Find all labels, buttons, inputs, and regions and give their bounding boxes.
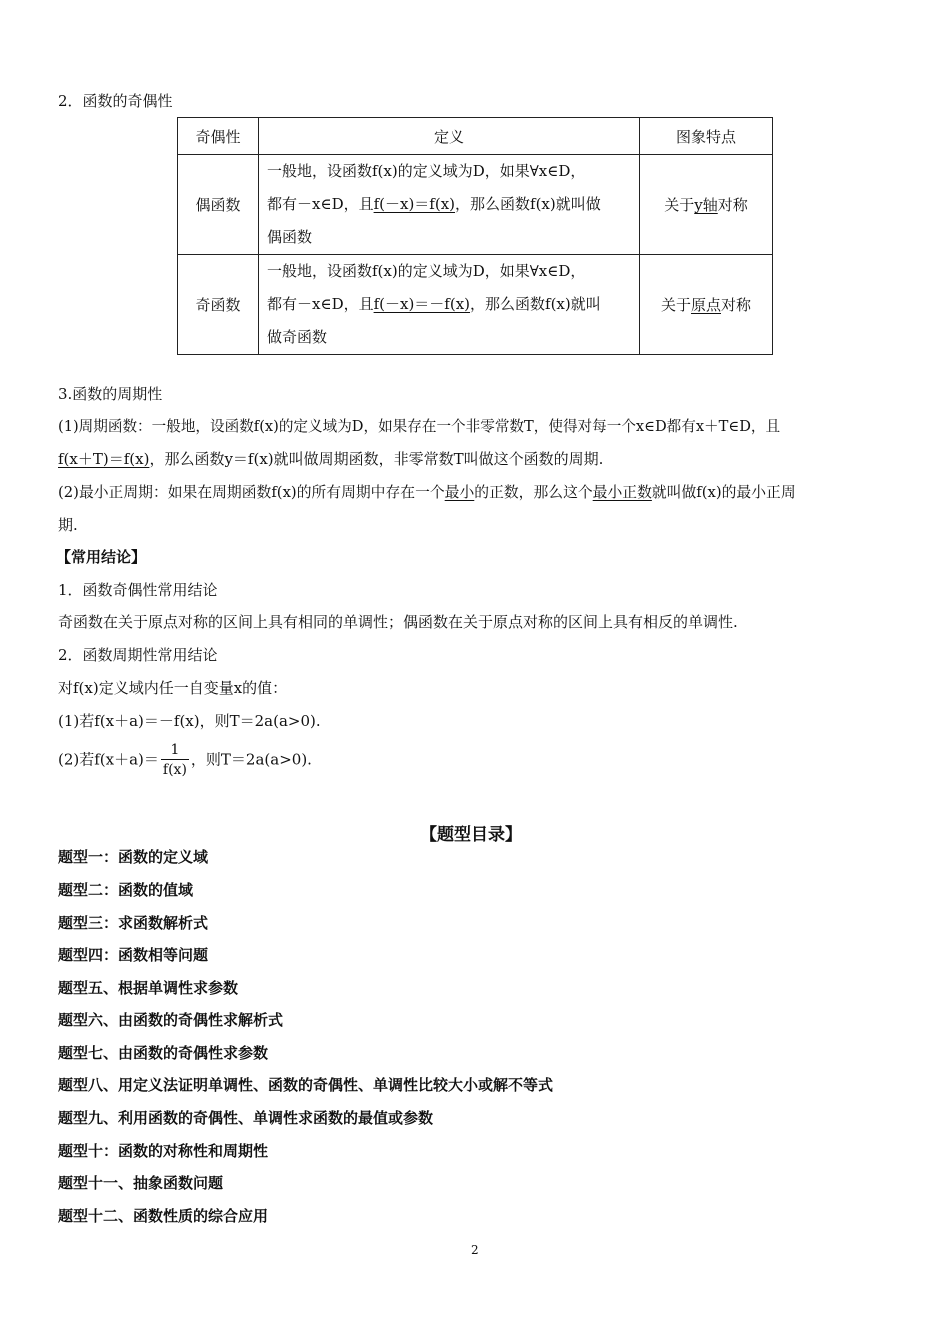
min-period-key: 最小	[444, 484, 475, 501]
parity-name: 偶函数	[178, 155, 259, 255]
period-text: ，那么函数y＝f(x)就叫做周期函数，非零常数T叫做这个函数的周期.	[149, 450, 604, 468]
formula-text: ，则T＝2a(a>0).	[190, 750, 312, 769]
graph-feature	[640, 255, 773, 355]
table-header: 奇偶性	[178, 118, 259, 155]
conclusion-item: (1)若f(x＋a)＝－f(x)，则T＝2a(a>0).	[58, 712, 321, 730]
parity-name: 奇函数	[178, 255, 259, 355]
conclusion-text: 奇函数在关于原点对称的区间上具有相同的单调性；偶函数在关于原点对称的区间上具有相反的单调性.	[58, 613, 738, 631]
definition-condition: f(－x)＝－f(x)	[373, 295, 471, 313]
conclusion-title: 2．函数周期性常用结论	[58, 646, 218, 664]
parity-definition	[259, 255, 640, 355]
definition-text: ，那么函数f(x)就叫做	[455, 195, 601, 213]
min-period-key: 最小正数	[592, 484, 652, 501]
fraction-numerator: 1	[161, 741, 189, 760]
definition-line: 一般地，设函数f(x)的定义域为D，如果∀x∈D，	[267, 162, 586, 180]
definition-line: 一般地，设函数f(x)的定义域为D，如果∀x∈D，	[267, 262, 586, 280]
period-definition-line2	[58, 448, 603, 469]
parity-table	[177, 117, 773, 355]
formula-text: (2)若f(x＋a)＝	[58, 750, 159, 769]
catalog-item: 题型九、利用函数的奇偶性、单调性求函数的最值或参数	[58, 1109, 434, 1127]
definition-text: 都有－x∈D，且	[267, 195, 374, 213]
min-period-text: 就叫做f(x)的最小正周	[651, 484, 796, 501]
conclusion-intro: 对f(x)定义域内任一自变量x的值：	[58, 679, 288, 697]
fraction	[161, 741, 189, 780]
table-row	[178, 255, 773, 355]
table-row	[178, 155, 773, 255]
feature-key: y轴	[694, 196, 718, 214]
definition-line: 做奇函数	[267, 328, 328, 346]
catalog-item: 题型一：函数的定义域	[58, 848, 209, 866]
catalog-item: 题型六、由函数的奇偶性求解析式	[58, 1011, 284, 1029]
feature-text: 对称	[721, 296, 752, 314]
feature-text: 对称	[717, 196, 748, 214]
min-period-text: (2)最小正周期：如果在周期函数f(x)的所有周期中存在一个	[58, 484, 445, 501]
definition-line	[267, 188, 631, 221]
section-heading-period: 3.函数的周期性	[58, 385, 163, 403]
definition-line	[267, 288, 631, 321]
section-heading-parity: 2．函数的奇偶性	[58, 92, 173, 110]
table-header-row	[178, 118, 773, 155]
feature-text: 关于	[660, 296, 691, 314]
graph-feature	[640, 155, 773, 255]
min-period-line1	[58, 481, 796, 502]
parity-definition	[259, 155, 640, 255]
fraction-denominator: f(x)	[162, 762, 187, 778]
period-definition-line1: (1)周期函数：一般地，设函数f(x)的定义域为D，如果存在一个非零常数T，使得对每一个x∈D都有x＋T∈D，且	[58, 418, 781, 435]
definition-text: ，那么函数f(x)就叫	[470, 295, 601, 313]
catalog-item: 题型三：求函数解析式	[58, 914, 209, 932]
conclusion-item	[58, 741, 312, 780]
feature-text: 关于	[664, 196, 695, 214]
catalog-item: 题型四：函数相等问题	[58, 946, 209, 964]
catalog-title: 【题型目录】	[420, 825, 522, 845]
catalog-item: 题型十一、抽象函数问题	[58, 1174, 224, 1192]
catalog-item: 题型二：函数的值域	[58, 881, 194, 899]
catalog-item: 题型十二、函数性质的综合应用	[58, 1207, 269, 1225]
page-number: 2	[471, 1243, 479, 1257]
definition-line: 偶函数	[267, 228, 313, 246]
catalog-item: 题型五、根据单调性求参数	[58, 979, 239, 997]
period-condition: f(x＋T)＝f(x)	[58, 450, 150, 468]
catalog-item: 题型八、用定义法证明单调性、函数的奇偶性、单调性比较大小或解不等式	[58, 1076, 554, 1094]
feature-key: 原点	[690, 296, 721, 314]
min-period-text: 的正数，那么这个	[474, 484, 593, 501]
conclusions-heading: 【常用结论】	[56, 548, 147, 566]
table-header: 图象特点	[640, 118, 773, 155]
definition-condition: f(－x)＝f(x)	[373, 195, 456, 213]
definition-text: 都有－x∈D，且	[267, 295, 374, 313]
catalog-item: 题型七、由函数的奇偶性求参数	[58, 1044, 269, 1062]
catalog-item: 题型十：函数的对称性和周期性	[58, 1142, 269, 1160]
table-header: 定义	[259, 118, 640, 155]
conclusion-title: 1．函数奇偶性常用结论	[58, 581, 218, 599]
min-period-line2: 期.	[58, 516, 78, 534]
